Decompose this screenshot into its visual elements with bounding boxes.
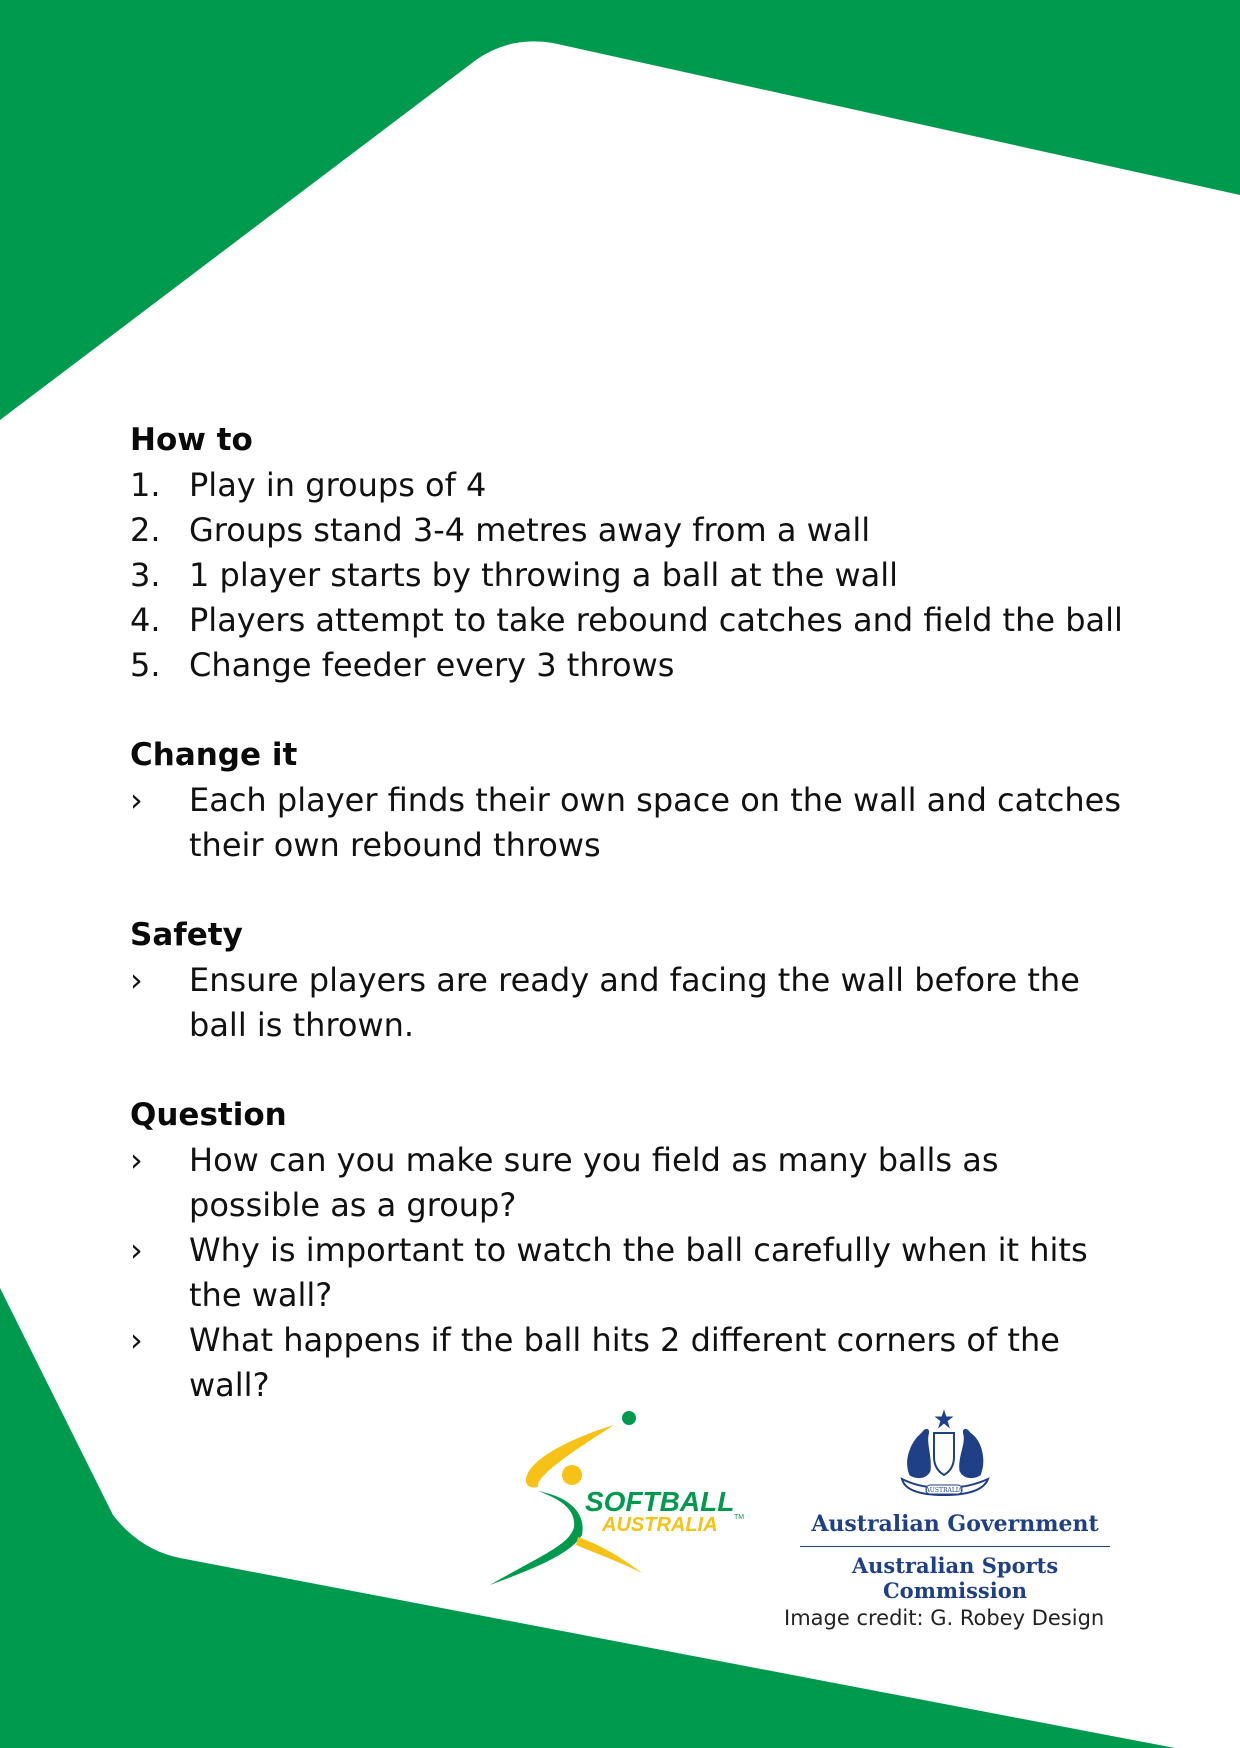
softball-text: SOFTBALL [585,1486,735,1517]
list-marker: 1. [130,466,161,504]
section-list [130,463,1130,688]
list-item-text: What happens if the ball hits 2 different corners of the wall? [189,1321,1060,1404]
list-marker: › [130,1141,143,1179]
list-marker: 2. [130,511,161,549]
list-item-text: Ensure players are ready and facing the wall before the ball is thrown. [189,961,1080,1044]
section-list [130,1138,1130,1408]
list-item [130,553,1130,598]
list-item-text: How can you make sure you field as many balls as possible as a group? [189,1141,999,1224]
list-marker: › [130,961,143,999]
list-marker: 4. [130,601,161,639]
australian-government-text: Australian Government [811,1511,1099,1537]
softball-australia-logo [490,1405,750,1585]
list-item [130,1138,1130,1228]
section-list [130,958,1130,1048]
list-marker: › [130,781,143,819]
list-item-text: Change feeder every 3 throws [189,646,675,684]
list-marker: › [130,1231,143,1269]
list-item [130,643,1130,688]
list-item-text: 1 player starts by throwing a ball at the wall [189,556,899,594]
trademark-text: TM [734,1514,745,1521]
list-item [130,463,1130,508]
government-divider [800,1546,1110,1547]
section-list [130,778,1130,868]
section-heading: Question [130,1097,287,1133]
list-item [130,958,1130,1048]
sports-commission-text: Australian Sports Commission [851,1553,1059,1603]
list-item [130,1228,1130,1318]
list-marker: 5. [130,646,161,684]
list-item-text: Why is important to watch the ball carefully when it hits the wall? [189,1231,1088,1314]
list-marker: 3. [130,556,161,594]
activity-content [130,418,1130,1453]
coat-of-arms-crest [882,1405,1022,1505]
list-item [130,598,1130,643]
list-item [130,508,1130,553]
section-heading: How to [130,422,253,458]
section-heading: Safety [130,917,243,953]
image-credit: Image credit: G. Robey Design [784,1606,1105,1630]
list-item-text: Groups stand 3-4 metres away from a wall [189,511,871,549]
section-heading: Change it [130,737,298,773]
list-marker: › [130,1321,143,1359]
list-item [130,778,1130,868]
crest-label: AUSTRALIA [925,1487,963,1494]
list-item [130,1318,1130,1408]
list-item-text: Each player finds their own space on the wall and catches their own rebound throws [189,781,1122,864]
list-item-text: Players attempt to take rebound catches and field the ball [189,601,1123,639]
list-item-text: Play in groups of 4 [189,466,487,504]
australia-text: AUSTRALIA [602,1514,718,1536]
